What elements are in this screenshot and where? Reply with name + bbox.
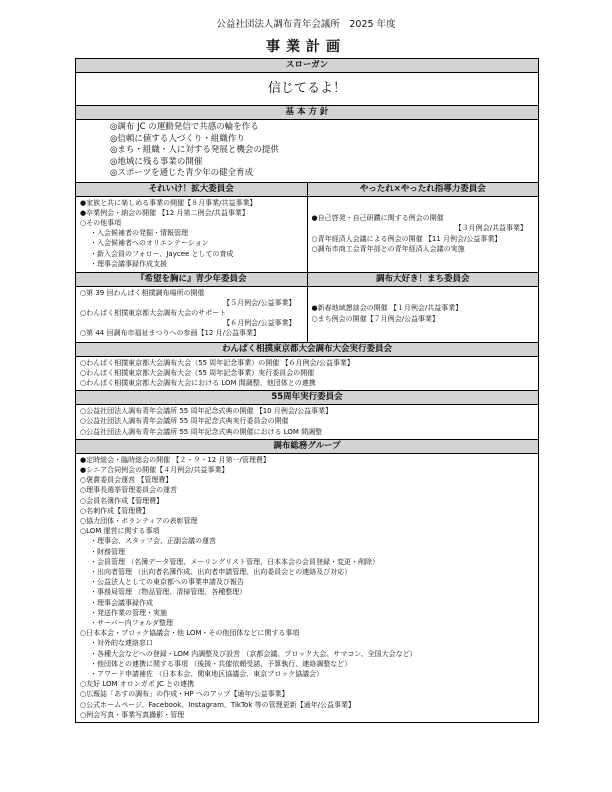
plan-line: ○公益社団法人調布青年会議所 55 周年記念式典の開催 【10 月例会/公益事業】 [80, 407, 333, 416]
plan-line: ・理事会議事録作成支援 [90, 259, 167, 268]
sumo-committee [76, 343, 538, 392]
plan-line: ○第 39 回わんぱく相撲調布場所の開催 [80, 288, 205, 297]
plan-line: ○例会写真・事業写真撮影・管理 [80, 710, 185, 719]
plan-line: ○わんぱく相撲東京都大会調布大会（55 周年記念事業）の開催 【６月例会/公益事業】 [80, 358, 354, 367]
town-body [308, 287, 539, 342]
plan-line: ○公益社団法人調布青年会議所 55 周年記念式典実行委員会の開催 [80, 417, 289, 426]
youth-committee [76, 273, 307, 342]
sumo-heading: わんぱく相撲東京都大会調布大会実行委員会 [76, 343, 538, 357]
plan-line: ・他団体との連携に関する事項 （後援・共催依頼受諾、予算執行、連絡調整など） [90, 659, 352, 668]
plan-line: ○調布市商工会青年部との青年経済人会議の実施 [311, 244, 465, 253]
plan-line: ○公益社団法人調布青年会議所 55 周年記念式典の開催における LOM 間調整 [80, 427, 323, 436]
anniversary-committee [76, 391, 538, 440]
plan-line: ●新春地域懇談会の開催 【１月例会/共益事業】 [311, 304, 463, 313]
anniversary-heading: 55周年実行委員会 [76, 391, 538, 405]
plan-table [75, 58, 539, 723]
policy-item: ◎スポーツを通じた青少年の健全育成 [110, 168, 254, 178]
plan-line: ・理事会、スタッフ会、正副会議の運営 [90, 537, 216, 546]
general-affairs-heading: 調布総務グループ [76, 440, 538, 454]
plan-line: 【３月例会/共益事業】 [454, 224, 527, 233]
slogan-text: 信じてるよ！ [76, 73, 538, 106]
plan-line: ○名刺作成【管理費】 [80, 506, 150, 515]
plan-line: ○協力団体・ボランティアの表彰管理 [80, 516, 198, 525]
plan-line: ●家族と共に楽しめる事業の開催【８月事業/共益事業】 [80, 198, 257, 207]
plan-line: ・対外的な連絡窓口 [90, 639, 153, 648]
plan-line: ○青年経済人会議による例会の開催 【11 月例会/公益事業】 [311, 234, 502, 243]
plan-line: ・発送作業の管理・実施 [90, 608, 167, 617]
plan-line: ○わんぱく相撲東京都大会調布大会のサポート [80, 308, 227, 317]
policy-heading: 基 本 方 針 [76, 106, 538, 120]
committee-row-1 [76, 182, 538, 273]
plan-line: ○まち例会の開催【７月例会/公益事業】 [311, 314, 439, 323]
guidance-body [308, 197, 539, 272]
plan-line: ・財務管理 [90, 547, 125, 556]
plan-line: ○公式ホームページ、Facebook、Instagram、TikTok 等の管理更新【通年/公益事業】 [80, 700, 355, 709]
committee-row-2 [76, 273, 538, 343]
town-heading: 調布大好き！まち委員会 [308, 273, 539, 287]
plan-line: ○わんぱく相撲東京都大会調布大会における LOM 間調整、他団体との連携 [80, 378, 316, 387]
plan-line: ・会員管理 （名簿データ管理、メーリングリスト管理、日本本会の会員登録・変更・削除） [90, 557, 379, 566]
expansion-heading: それいけ！拡大委員会 [76, 183, 307, 197]
youth-heading: 『希望を胸に』青少年委員会 [76, 273, 307, 287]
plan-line: ○日本本会・ブロック協議会・他 LOM・その他団体などに関する事項 [80, 629, 300, 638]
plan-line: ●卒業例会・納会の開催 【12 月第二例会/共益事業】 [80, 208, 249, 217]
plan-line: 【６月例会/公益事業】 [223, 319, 296, 328]
plan-line: 【５月例会/公益事業】 [223, 298, 296, 307]
plan-line: ○LOM 運営に関する事項 [80, 527, 160, 536]
plan-line: ○広報誌「あすの調布」の作成・HP へのアップ【通年/公益事業】 [80, 690, 289, 699]
organization-header: 公益社団法人調布青年会議所 2025 年度 [216, 19, 396, 30]
expansion-body [76, 197, 307, 272]
document-title: 事業計画 [266, 39, 346, 55]
plan-line: ○第 44 回調布市福祉まつりへの参画【12 月/公益事業】 [80, 329, 260, 338]
general-affairs-group [76, 440, 538, 722]
plan-line: ○褒賞委員会運営 【管理費】 [80, 476, 173, 485]
policy-list [76, 120, 538, 182]
guidance-heading: やったれ×やったれ指導力委員会 [308, 183, 539, 197]
anniversary-body [76, 405, 538, 440]
plan-line: ・入会候補者の発掘・情報管理 [90, 229, 188, 238]
plan-line: ○その他事項 [80, 218, 122, 227]
general-affairs-body [76, 454, 538, 722]
slogan-heading: スローガン [76, 59, 538, 73]
plan-line: ○わんぱく相撲東京都大会調布大会（55 周年記念事業）実行委員会の開催 [80, 368, 315, 377]
plan-line: ○友好 LOM オロンガポ JC との連携 [80, 680, 195, 689]
policy-item: ◎地域に残る事業の開催 [110, 156, 203, 167]
plan-line: ○理事長選挙管理委員会の運営 [80, 486, 178, 495]
plan-line: ・各種大会などへの登録・LOM 内調整及び設営 （京都会議、ブロック大会、サマコン、全国大会など） [90, 649, 417, 658]
plan-line: ○会員名簿作成【管理費】 [80, 496, 164, 505]
plan-line: ●シニア合同例会の開催【４月例会/共益事業】 [80, 465, 229, 474]
plan-line: ・入会候補者へのオリエンテーション [90, 239, 209, 248]
policy-item: ◎信頼に値する人づくり・組織作り [110, 133, 245, 144]
youth-body [76, 287, 307, 342]
expansion-committee [76, 183, 307, 272]
town-committee [307, 273, 539, 342]
plan-line: ・新入会員のフォロー、Jaycee としての育成 [90, 249, 234, 258]
plan-line: ●自己啓発・自己研鑽に関する例会の開催 [311, 214, 444, 223]
policy-item: ◎調布 JC の運動発信で共感の輪を作る [110, 122, 259, 132]
plan-line: ・公益法人としての東京都への事業申請及び報告 [90, 578, 244, 587]
plan-line: ・アワード申請補佐 （日本本会、関東地区協議会、東京ブロック協議会） [90, 669, 324, 678]
plan-line: ●定時総会・臨時総会の開催 【２・９・12 月第一/管理費】 [80, 455, 270, 464]
plan-line: ・事務局管理 （物品管理、清掃管理、各種整理） [90, 588, 247, 597]
plan-line: ・サーバー内フォルダ整理 [90, 618, 174, 627]
plan-line: ・出向者管理 （出向者名簿作成、出向者申請管理、出向委員会との連絡及び対応） [90, 567, 352, 576]
plan-line: ・理事会議事録作成 [90, 598, 153, 607]
guidance-committee [307, 183, 539, 272]
sumo-body [76, 357, 538, 392]
policy-item: ◎まち・組織・人に対する発展と機会の提供 [110, 145, 279, 155]
